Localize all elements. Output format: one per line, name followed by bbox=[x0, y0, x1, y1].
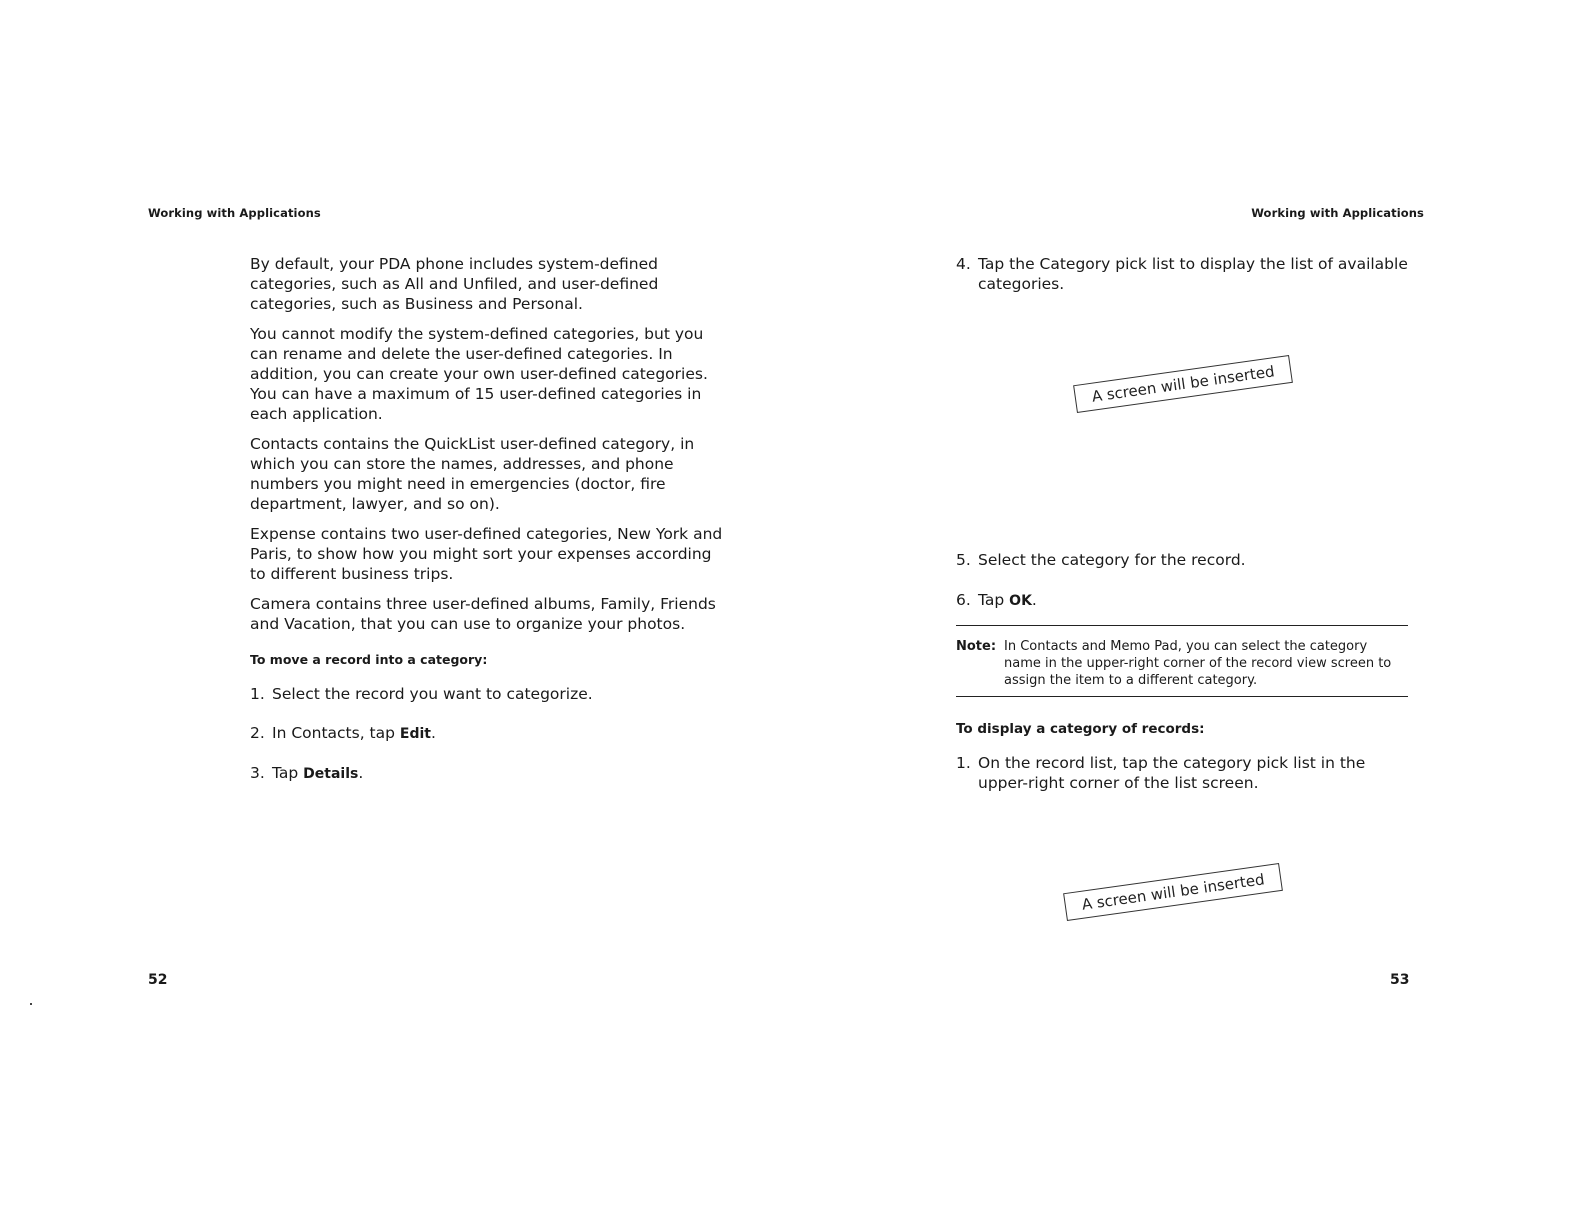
step-1-select-record bbox=[250, 684, 725, 704]
step-bold-term: Details bbox=[303, 766, 359, 782]
step-number: 6. bbox=[956, 591, 971, 609]
scan-speck bbox=[30, 1003, 32, 1005]
step-5-select-category bbox=[956, 550, 1408, 570]
step-number: 3. bbox=[250, 764, 265, 782]
step-3-tap-details bbox=[250, 763, 725, 784]
step-text: Tap the Category pick list to display the list of available categories. bbox=[978, 255, 1408, 293]
left-page-content bbox=[250, 254, 725, 784]
screen-placeholder-1: A screen will be inserted bbox=[1073, 355, 1293, 413]
running-header-left: Working with Applications bbox=[148, 206, 321, 220]
step-number: 5. bbox=[956, 551, 971, 569]
step-text: On the record list, tap the category pick list in the upper-right corner of the list screen. bbox=[978, 754, 1366, 792]
paragraph-contacts-quicklist: Contacts contains the QuickList user-defined category, in which you can store the names, addresses, and phone numbers you might need in emergencies (doctor, fire department, lawyer, and so on). bbox=[250, 435, 695, 513]
procedure-heading-display-category: To display a category of records: bbox=[956, 721, 1205, 737]
note-text: In Contacts and Memo Pad, you can select the category name in the upper-right corner of the record view screen to assign the item to a different category. bbox=[1004, 639, 1392, 688]
step-punct: . bbox=[358, 764, 364, 782]
paragraph-modify-categories: You cannot modify the system-defined categories, but you can rename and delete the user-defined categories. In addition, you can create your own user-defined categories. You can have a maximum of 15 user-defined categories in each application. bbox=[250, 325, 708, 423]
note-box bbox=[956, 625, 1408, 697]
step-text: In Contacts, tap bbox=[272, 724, 400, 742]
step-6-tap-ok bbox=[956, 590, 1408, 611]
step-number: 4. bbox=[956, 255, 971, 273]
right-page-content bbox=[956, 254, 1408, 793]
step-1-tap-pick-list bbox=[956, 753, 1408, 793]
step-number: 2. bbox=[250, 724, 265, 742]
procedure-heading-move-record: To move a record into a category: bbox=[250, 652, 488, 667]
paragraph-system-categories: By default, your PDA phone includes system-defined categories, such as All and Unfiled, and user-defined categories, such as Business and Personal. bbox=[250, 255, 659, 313]
running-header-right: Working with Applications bbox=[1251, 206, 1424, 220]
step-bold-term: OK bbox=[1009, 593, 1032, 609]
page-number-right: 53 bbox=[1390, 972, 1410, 988]
page-number-left: 52 bbox=[148, 972, 168, 988]
step-bold-term: Edit bbox=[399, 726, 431, 742]
step-punct: . bbox=[430, 724, 436, 742]
step-punct: . bbox=[1031, 591, 1037, 609]
step-4-tap-category-list bbox=[956, 254, 1408, 294]
step-number: 1. bbox=[956, 754, 971, 772]
screen-placeholder-2: A screen will be inserted bbox=[1063, 863, 1283, 921]
step-2-tap-edit bbox=[250, 723, 725, 744]
paragraph-expense-categories: Expense contains two user-defined categories, New York and Paris, to show how you might sort your expenses according to different business trips. bbox=[250, 525, 723, 583]
paragraph-camera-albums: Camera contains three user-defined albums, Family, Friends and Vacation, that you can use to organize your photos. bbox=[250, 595, 716, 633]
step-text: Select the category for the record. bbox=[978, 551, 1246, 569]
step-text: Select the record you want to categorize. bbox=[272, 685, 593, 703]
note-label: Note: bbox=[956, 639, 997, 654]
step-text: Tap bbox=[272, 764, 304, 782]
step-number: 1. bbox=[250, 685, 265, 703]
step-text: Tap bbox=[978, 591, 1010, 609]
